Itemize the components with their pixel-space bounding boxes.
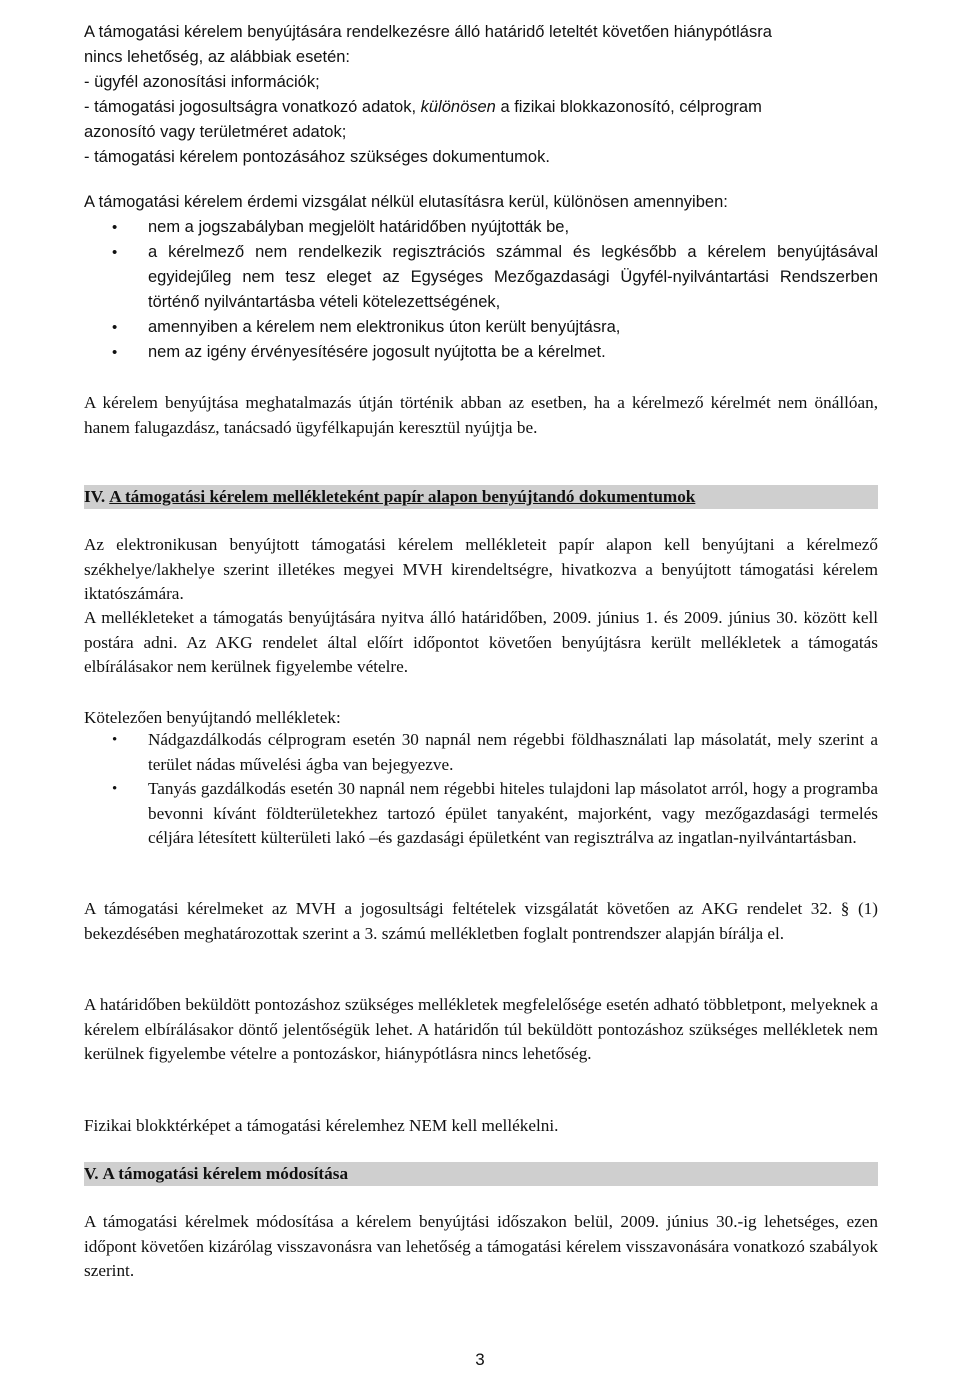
- section-heading-iv: [84, 485, 878, 509]
- rejection-intro: A támogatási kérelem érdemi vizsgálat nélkül elutasításra kerül, különösen amennyiben:: [84, 193, 728, 211]
- rejection-list: [84, 215, 878, 365]
- section-number: V.: [84, 1164, 99, 1183]
- emphasis-text: különösen: [420, 98, 496, 116]
- paragraph-line: nincs lehetőség, az alábbiak esetén:: [84, 48, 351, 66]
- page-number: 3: [475, 1350, 485, 1369]
- section-iv-para-4: [84, 993, 878, 1067]
- list-item: • amennyiben a kérelem nem elektronikus úton került benyújtásra,: [84, 315, 878, 340]
- paragraph-text: A kérelem benyújtása meghatalmazás útján történik abban az esetben, ha a kérelmező kérelmét nem önállóan, hanem falugazdász, tanácsadó ügyfélkapuján keresztül nyújtja be.: [84, 393, 878, 437]
- section-iv-para-5: [84, 1114, 878, 1139]
- list-item: • Nádgazdálkodás célprogram esetén 30 napnál nem régebbi földhasználati lap másolatát, mely szerint a terület nádas művelési ágba van bejegyezve.: [84, 728, 878, 777]
- list-line: azonosító vagy területméret adatok;: [84, 123, 347, 141]
- late-submission-block: [84, 20, 878, 170]
- section-iv-para-1: [84, 533, 878, 607]
- section-number: IV.: [84, 487, 106, 506]
- list-item: • nem az igény érvényesítésére jogosult nyújtotta be a kérelmet.: [84, 340, 878, 365]
- paragraph-line: A támogatási kérelem benyújtására rendelkezésre álló határidő leteltét követően hiánypótlásra: [84, 23, 772, 41]
- paragraph-text: Az elektronikusan benyújtott támogatási kérelem mellékleteit papír alapon kell benyújtani a kérelmező székhelye/lakhelye szerint illetékes megyei MVH kirendeltségre, hivatkozva a benyújtott támogatási kérelem iktatószámára.: [84, 535, 878, 603]
- section-heading-v: [84, 1162, 878, 1186]
- list-line: - támogatási jogosultságra vonatkozó adatok, különösen a fizikai blokkazonosító, célprogram: [84, 98, 762, 116]
- list-item: • Tanyás gazdálkodás esetén 30 napnál nem régebbi hiteles tulajdoni lap másolatot arról, hogy a programba bevonni kívánt földterületekhez tartozó épület tanyaként, majorként, vagy mezőgazdasági termelés céljára létesített külterületi lakó –és gazdasági épületként van regisztrálva az ingatlan-nyilvántartásban.: [84, 777, 878, 851]
- mandatory-attachments-label: [84, 706, 878, 731]
- section-iv-para-2: [84, 606, 878, 680]
- paragraph-text: Fizikai blokktérképet a támogatási kérelemhez NEM kell mellékelni.: [84, 1116, 559, 1135]
- section-title: A támogatási kérelem mellékleteként papír alapon benyújtandó dokumentumok: [109, 487, 696, 506]
- section-title: A támogatási kérelem módosítása: [102, 1164, 349, 1183]
- paragraph-text: A támogatási kérelmek módosítása a kérelem benyújtási időszakon belül, 2009. június 30.-ig lehetséges, ezen időpont követően kizárólag visszavonásra van lehetőség a támogatási kérelem visszavonására vonatkozó szabályok szerint.: [84, 1212, 878, 1280]
- authorization-paragraph: [84, 391, 878, 440]
- paragraph-text: A mellékleteket a támogatás benyújtására nyitva álló határidőben, 2009. június 1. és 2009. június 30. között kell postára adni. Az AKG rendelet által előírt időpontot követően benyújtásra került mellékletek a támogatás elbírálásakor nem kerülnek figyelembe vételre.: [84, 608, 878, 676]
- list-item: • nem a jogszabályban megjelölt határidőben nyújtották be,: [84, 215, 878, 240]
- list-line: - ügyfél azonosítási információk;: [84, 73, 320, 91]
- paragraph-text: A határidőben beküldött pontozáshoz szükséges mellékletek megfelelősége esetén adható többletpont, melyeknek a kérelem elbírálásakor döntő jelentőségük lehet. A határidőn túl beküldött pontozáshoz szükséges mellékletek nem kerülnek figyelembe vételre a pontozáskor, hiánypótlásra nincs lehetőség.: [84, 995, 878, 1063]
- section-iv-para-3: [84, 897, 878, 946]
- rejection-block: [84, 190, 878, 365]
- paragraph-text: A támogatási kérelmeket az MVH a jogosultsági feltételek vizsgálatát követően az AKG rendelet 32. § (1) bekezdésében meghatározottak szerint a 3. számú mellékletben foglalt pontrendszer alapján bírálja el.: [84, 899, 878, 943]
- list-item: • a kérelmező nem rendelkezik regisztrációs számmal és legkésőbb a kérelem benyújtásával egyidejűleg nem tesz eleget az Egységes Mezőgazdasági Ügyfél-nyilvántartási Rendszerben történő nyilvántartásba vételi kötelezettségének,: [84, 240, 878, 315]
- list-line: - támogatási kérelem pontozásához szükséges dokumentumok.: [84, 148, 550, 166]
- section-v-para-1: [84, 1210, 878, 1284]
- mandatory-attachments-list: [84, 728, 878, 851]
- paragraph-text: Kötelezően benyújtandó mellékletek:: [84, 708, 341, 727]
